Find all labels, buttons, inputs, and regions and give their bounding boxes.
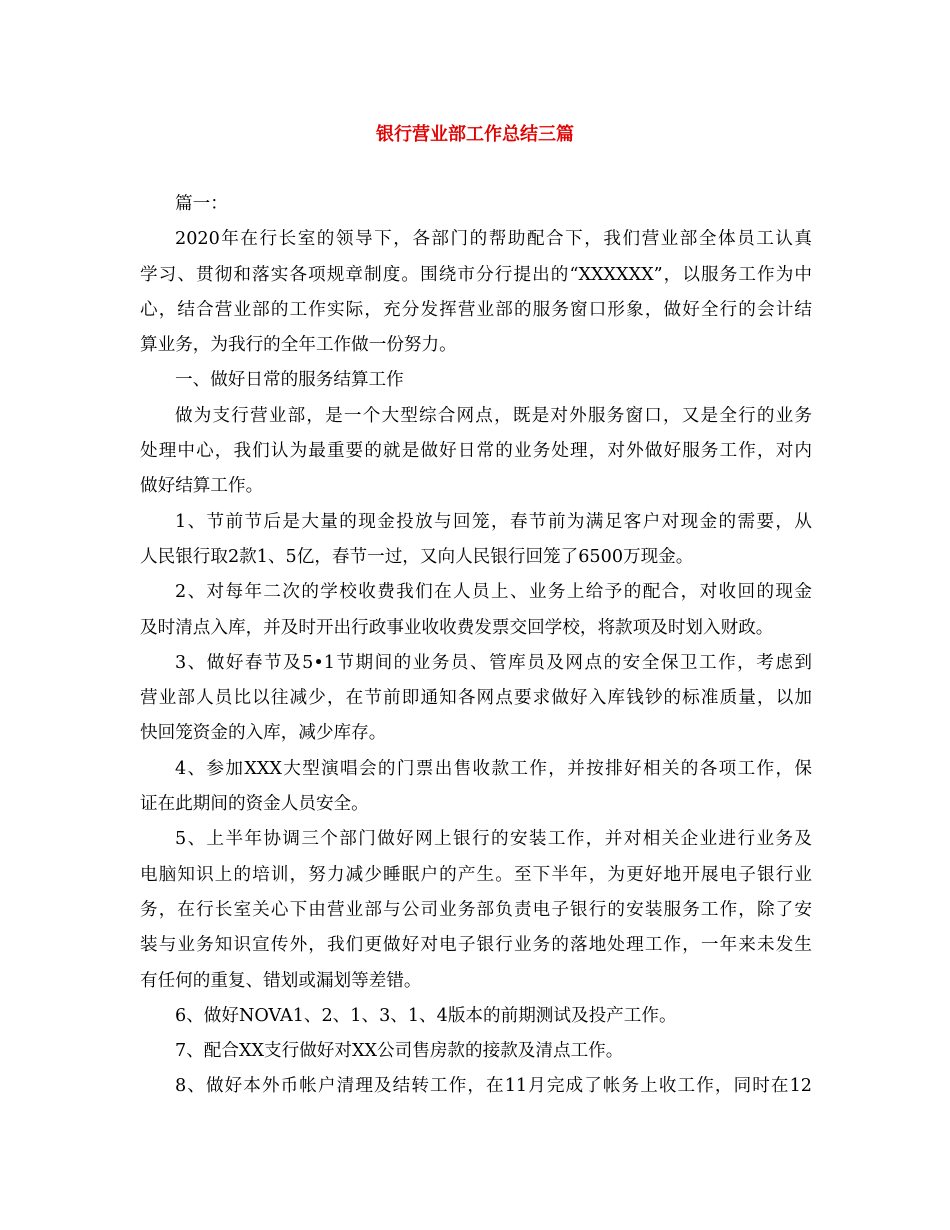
text-line: 装与业务知识宣传外，我们更做好对电子银行业务的落地处理工作，一年来未发生 — [140, 935, 812, 956]
paragraph-section-label — [140, 187, 812, 222]
text-line: 营业部人员比以往减少，在节前即通知各网点要求做好入库钱钞的标准质量，以加 — [140, 688, 812, 709]
document-title: 银行营业部工作总结三篇 — [376, 124, 574, 145]
text-line: 证在此期间的资金人员安全。 — [140, 794, 369, 815]
text-line: 3、做好春节及5•1节期间的业务员、管库员及网点的安全保卫工作，考虑到 — [175, 652, 812, 673]
paragraph-item-8 — [140, 1069, 812, 1104]
text-line: 学习、贯彻和落实各项规章制度。围绕市分行提出的“XXXXXX”，以服务工作为中 — [140, 264, 812, 285]
paragraph-item-1 — [140, 505, 812, 576]
text-line: 6、做好NOVA1、2、1、3、1、4版本的前期测试及投产工作。 — [175, 1005, 677, 1026]
paragraph-item-4 — [140, 752, 812, 823]
paragraph-heading-1 — [140, 363, 812, 398]
text-line: 快回笼资金的入库，减少库存。 — [140, 723, 387, 744]
paragraph-p-role — [140, 399, 812, 505]
text-line: 做为支行营业部，是一个大型综合网点，既是对外服务窗口，又是全行的业务 — [175, 405, 812, 426]
text-line: 心，结合营业部的工作实际，充分发挥营业部的服务窗口形象，做好全行的会计结 — [140, 299, 812, 320]
text-line: 4、参加XXX大型演唱会的门票出售收款工作，并按排好相关的各项工作，保 — [175, 758, 812, 779]
paragraph-item-3 — [140, 646, 812, 752]
text-line: 有任何的重复、错划或漏划等差错。 — [140, 970, 422, 991]
paragraph-item-2 — [140, 575, 812, 646]
paragraph-item-5 — [140, 822, 812, 998]
document-body — [140, 187, 812, 1105]
text-line: 8、做好本外币帐户清理及结转工作，在11月完成了帐务上收工作，同时在12 — [175, 1076, 812, 1097]
text-line: 及时清点入库，并及时开出行政事业收收费发票交回学校，将款项及时划入财政。 — [140, 617, 774, 638]
text-line: 处理中心，我们认为最重要的就是做好日常的业务处理，对外做好服务工作，对内 — [140, 441, 812, 462]
text-line: 2020年在行长室的领导下，各部门的帮助配合下，我们营业部全体员工认真 — [175, 229, 812, 250]
text-line: 2、对每年二次的学校收费我们在人员上、业务上给予的配合，对收回的现金 — [175, 582, 812, 603]
paragraph-intro — [140, 222, 812, 363]
text-line: 做好结算工作。 — [140, 476, 264, 497]
paragraph-item-7 — [140, 1034, 812, 1069]
text-line: 电脑知识上的培训，努力减少睡眠户的产生。至下半年，为更好地开展电子银行业 — [140, 864, 812, 885]
text-line: 务，在行长室关心下由营业部与公司业务部负责电子银行的安装服务工作，除了安 — [140, 899, 812, 920]
text-line: 1、节前节后是大量的现金投放与回笼，春节前为满足客户对现金的需要，从 — [175, 511, 812, 532]
text-line: 算业务，为我行的全年工作做一份努力。 — [140, 335, 457, 356]
paragraph-item-6 — [140, 999, 812, 1034]
text-line: 7、配合XX支行做好对XX公司售房款的接款及清点工作。 — [175, 1041, 624, 1062]
text-line: 一、做好日常的服务结算工作 — [175, 370, 404, 391]
text-line: 5、上半年协调三个部门做好网上银行的安装工作，并对相关企业进行业务及 — [175, 829, 812, 850]
text-line: 人民银行取2款1、5亿，春节一过，又向人民银行回笼了6500万现金。 — [140, 546, 694, 567]
text-line: 篇一： — [175, 194, 228, 214]
